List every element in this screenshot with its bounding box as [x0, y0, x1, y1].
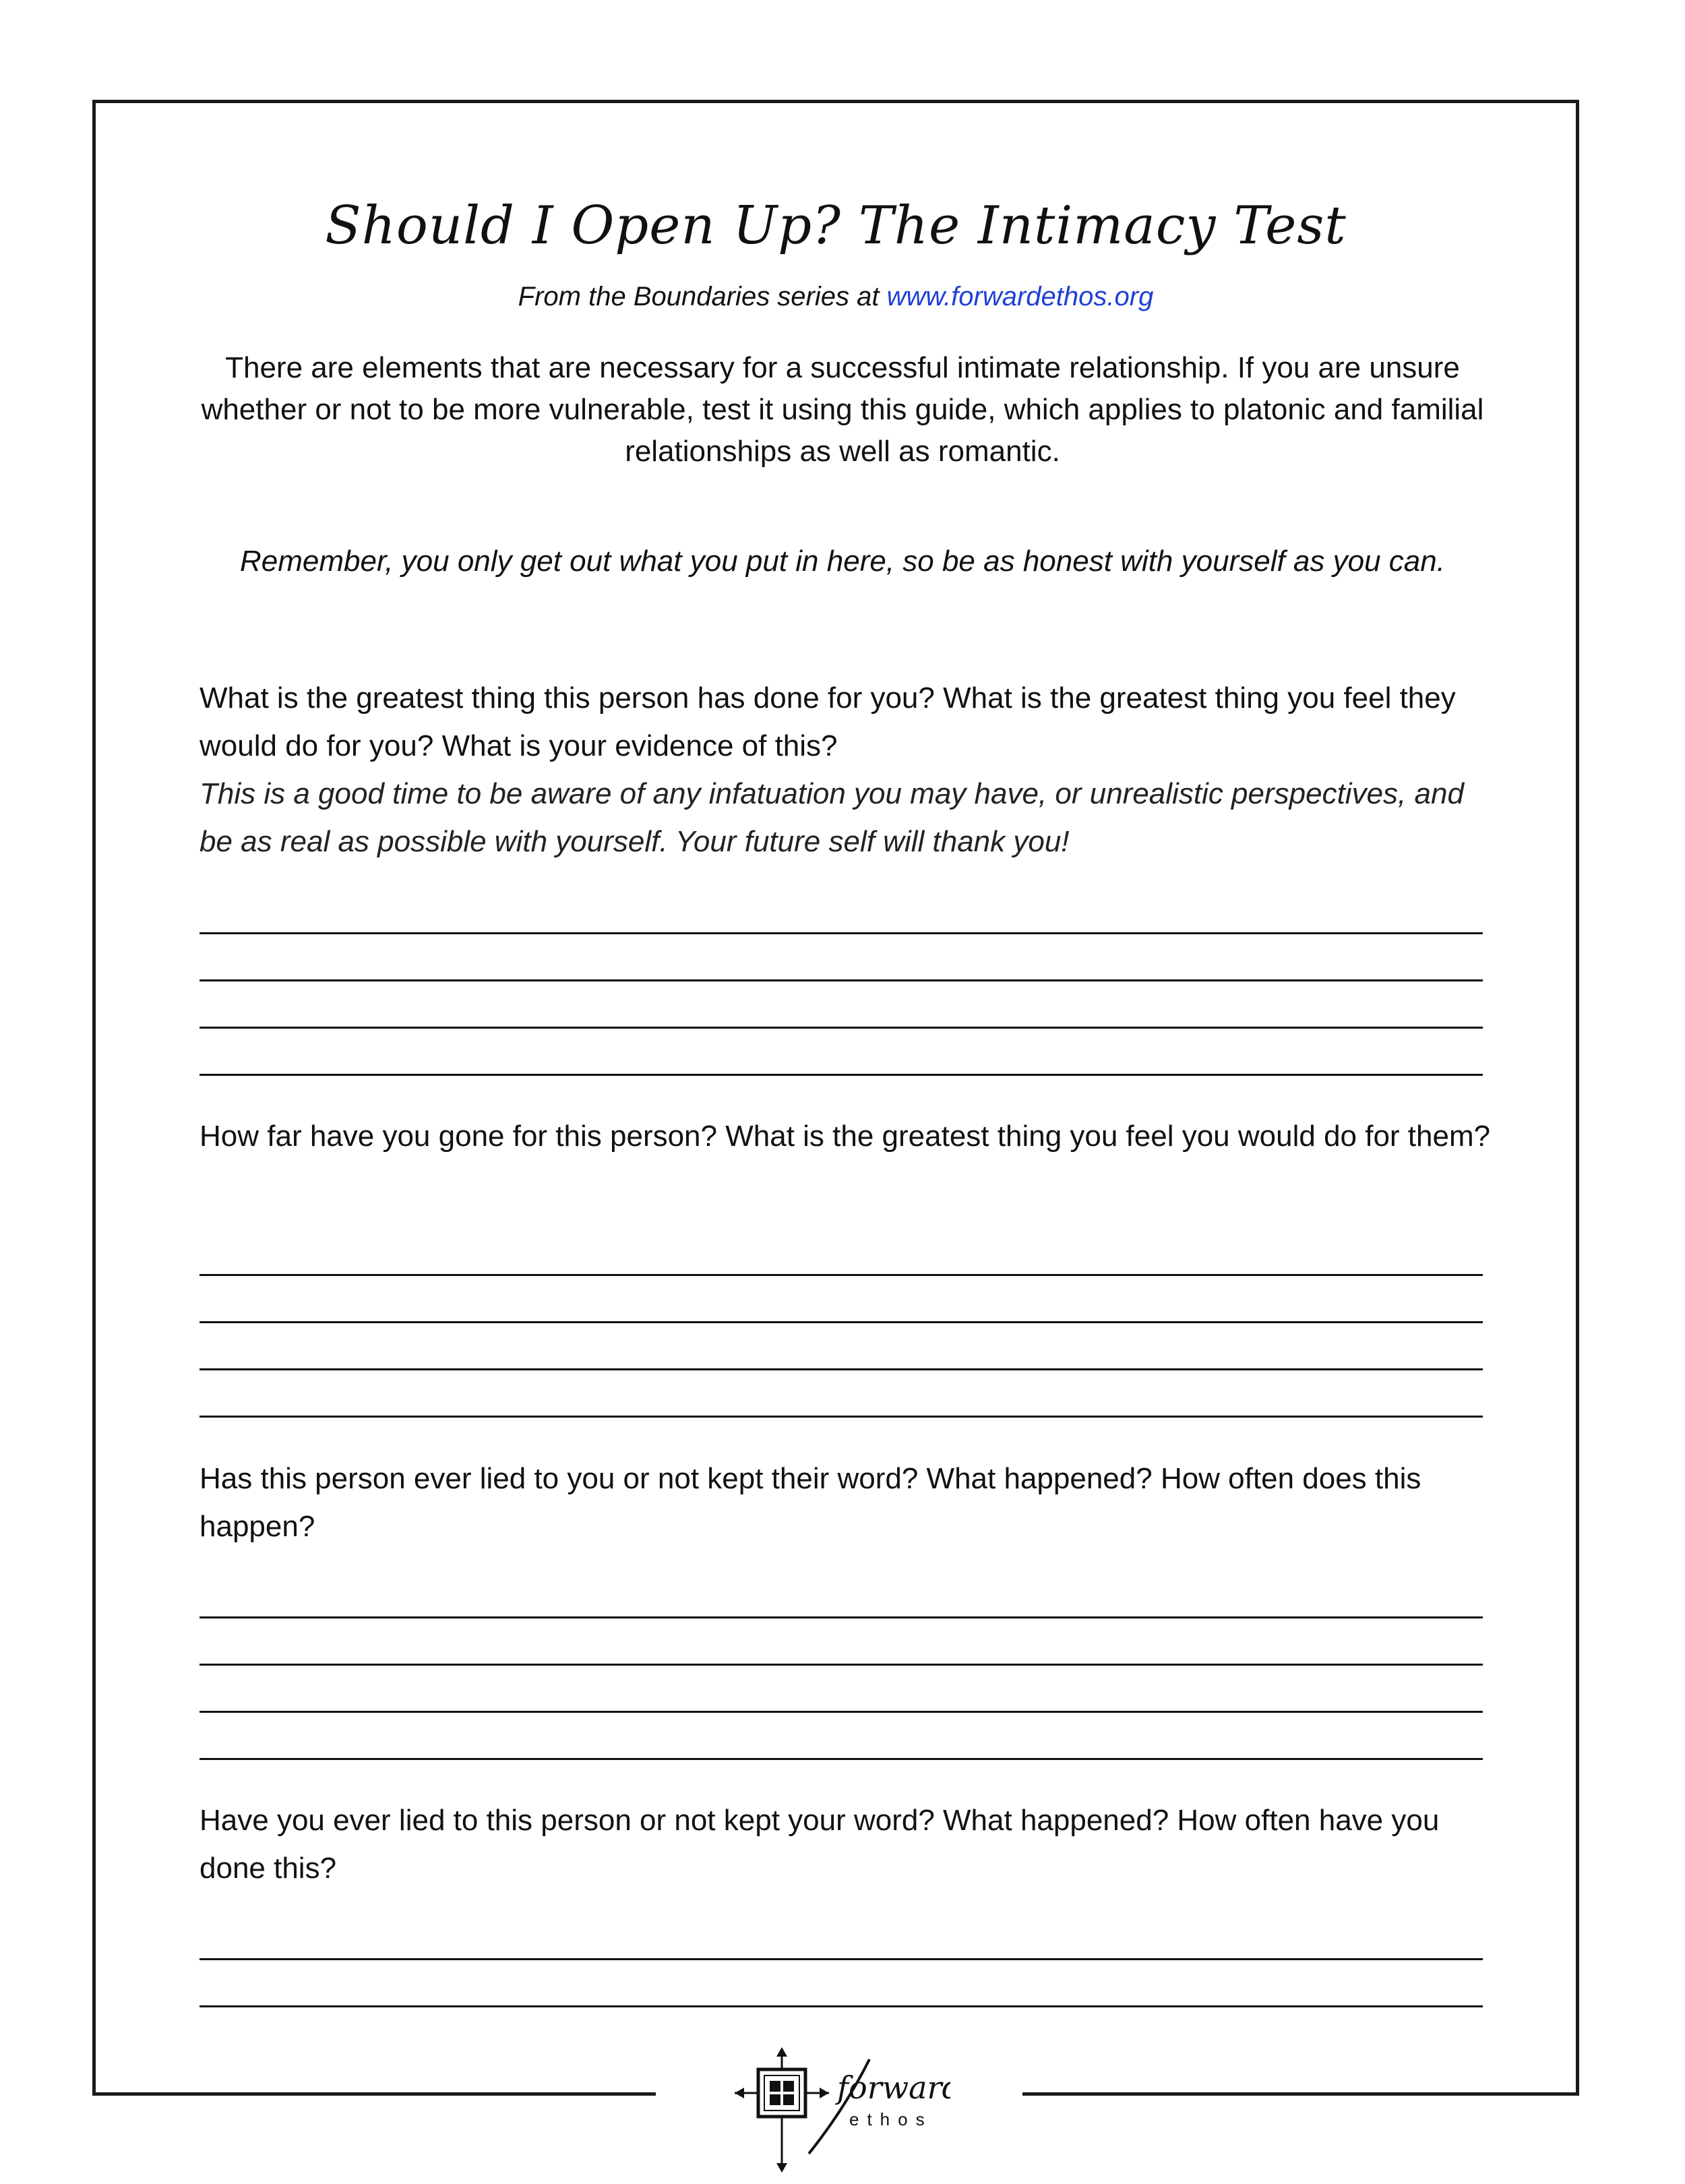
- answer-line[interactable]: [200, 1664, 1483, 1666]
- answer-line[interactable]: [200, 1616, 1483, 1618]
- question-1: What is the greatest thing this person has done for you? What is the greatest thing you feel they would do for you? What is your evidence of this?: [200, 681, 1456, 762]
- answer-line[interactable]: [200, 1027, 1483, 1029]
- forward-ethos-logo: [735, 2046, 950, 2174]
- ornament-cross-icon: [735, 2046, 950, 2174]
- question-3: Has this person ever lied to you or not kept their word? What happened? How often does this happen?: [200, 1462, 1421, 1543]
- page-title: Should I Open Up? The Intimacy Test: [325, 195, 1347, 256]
- answer-line[interactable]: [200, 979, 1483, 981]
- answer-line[interactable]: [200, 1321, 1483, 1323]
- question-4: Have you ever lied to this person or not kept your word? What happened? How often have you done this?: [200, 1804, 1440, 1885]
- question-2: How far have you gone for this person? What is the greatest thing you feel you would do for them?: [200, 1120, 1491, 1153]
- page-frame-bottom-right: [1022, 2092, 1579, 2096]
- answer-line[interactable]: [200, 1368, 1483, 1370]
- answer-line[interactable]: [200, 932, 1483, 934]
- answer-line[interactable]: [200, 1416, 1483, 1418]
- page-frame-bottom-left: [92, 2092, 656, 2096]
- page-subtitle: [92, 282, 1579, 312]
- website-link[interactable]: www.forwardethos.org: [886, 282, 1154, 311]
- question-1-note: This is a good time to be aware of any infatuation you may have, or unrealistic perspectives, and be as real as possible with yourself. Your future self will thank you!: [200, 777, 1464, 858]
- answer-line[interactable]: [200, 1074, 1483, 1076]
- page-frame-top: [92, 100, 1579, 103]
- answer-line[interactable]: [200, 1758, 1483, 1760]
- reminder-text: Remember, you only get out what you put in here, so be as honest with yourself as you can.: [240, 545, 1445, 578]
- logo-text-forward: forward: [837, 2069, 950, 2106]
- subtitle-text: From the Boundaries series at: [518, 282, 887, 311]
- logo-text-ethos: ethos: [849, 2109, 933, 2129]
- answer-line[interactable]: [200, 1958, 1483, 1960]
- answer-line[interactable]: [200, 1274, 1483, 1276]
- page-frame-left: [92, 100, 96, 2095]
- page-frame-right: [1576, 100, 1579, 2095]
- intro-paragraph: There are elements that are necessary for a successful intimate relationship. If you are unsure whether or not to be more vulnerable, test it using this guide, which applies to platonic and familial relationships as well as romantic.: [201, 351, 1484, 468]
- answer-line[interactable]: [200, 1711, 1483, 1713]
- answer-line[interactable]: [200, 2005, 1483, 2007]
